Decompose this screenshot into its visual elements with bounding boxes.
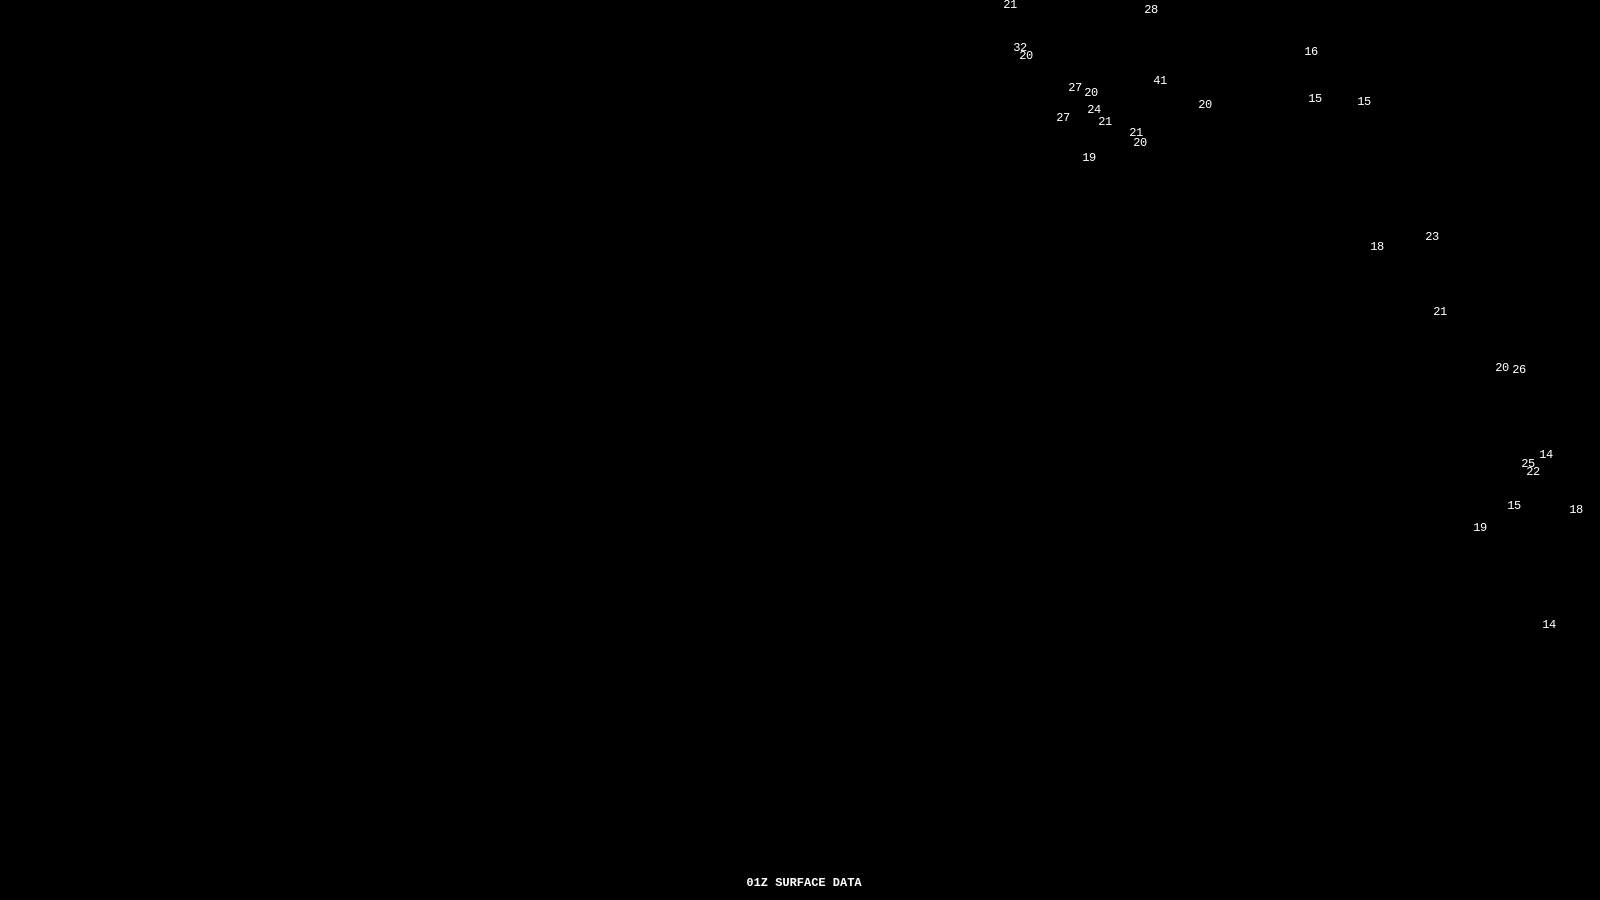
- station-value: 20: [1019, 49, 1033, 63]
- station-value: 21: [1003, 0, 1017, 12]
- station-value: 16: [1304, 45, 1318, 59]
- station-value: 21: [1433, 305, 1447, 319]
- station-value: 22: [1526, 465, 1540, 479]
- station-value: 24: [1087, 103, 1101, 117]
- station-value: 25: [1521, 457, 1535, 471]
- station-value: 15: [1507, 499, 1521, 513]
- station-value: 20: [1495, 361, 1509, 375]
- station-value: 15: [1308, 92, 1322, 106]
- station-value: 20: [1133, 136, 1147, 150]
- station-value: 21: [1129, 126, 1143, 140]
- station-value: 19: [1082, 151, 1096, 165]
- station-value: 14: [1542, 618, 1556, 632]
- station-value: 19: [1473, 521, 1487, 535]
- station-value: 21: [1098, 115, 1112, 129]
- station-value: 18: [1370, 240, 1384, 254]
- plot-title-label: 01Z SURFACE DATA: [746, 876, 862, 890]
- station-value: 15: [1357, 95, 1371, 109]
- station-value: 20: [1084, 86, 1098, 100]
- station-value: 18: [1569, 503, 1583, 517]
- station-value: 27: [1068, 81, 1082, 95]
- station-value: 41: [1153, 74, 1167, 88]
- station-value: 28: [1144, 3, 1158, 17]
- station-value: 32: [1013, 41, 1027, 55]
- station-value: 27: [1056, 111, 1070, 125]
- station-value: 23: [1425, 230, 1439, 244]
- station-value: 20: [1198, 98, 1212, 112]
- station-value: 14: [1539, 448, 1553, 462]
- station-value: 26: [1512, 363, 1526, 377]
